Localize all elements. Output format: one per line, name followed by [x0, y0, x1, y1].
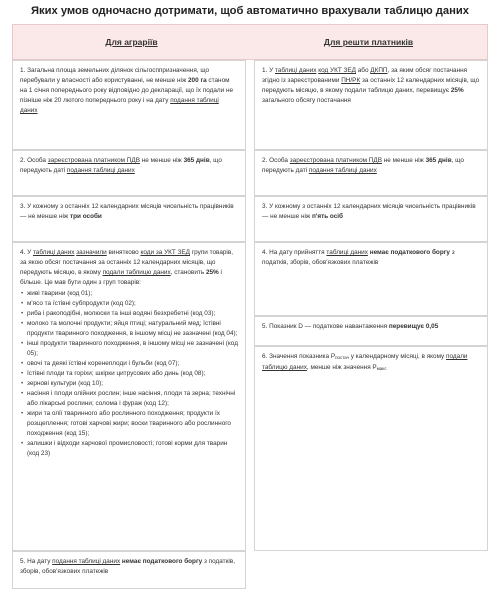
text: , менше ніж значення P [306, 364, 377, 371]
list-item: • молоко та молочні продукти; яйця птиці; натуральний мед; їстівні продукти тваринного походження, в іншому місці не зазначені (код 04); [27, 319, 238, 339]
bold-text: 365 днів [425, 157, 452, 164]
bold-text: 25% [450, 87, 464, 94]
subscript: постач [335, 355, 350, 360]
bold-text: перевищує 0,05 [388, 323, 439, 330]
text: 5. На дату [20, 558, 53, 565]
text: з податків, зборів, обов'язкових платежів [262, 249, 455, 266]
text: або [355, 67, 371, 74]
conditions-table [12, 24, 488, 575]
page-title: Яких умов одночасно дотримати, щоб автоматично врахували таблицю даних [31, 5, 469, 17]
link-submission[interactable]: подання таблиці даних [308, 167, 377, 174]
text: 1. Загальна площа земельних ділянок сільгосппризначення, що перебували у власності або користуванні, не менше ніж [20, 67, 210, 84]
right-condition-1 [254, 60, 488, 150]
right-condition-5 [254, 316, 488, 346]
left-condition-1 [12, 60, 246, 150]
link-data-table[interactable]: таблиці даних [326, 249, 368, 256]
text: 2. Особа [20, 157, 48, 164]
right-condition-6 [254, 346, 488, 551]
text: 1. У [262, 67, 275, 74]
link-submission[interactable]: подання таблиці даних [20, 97, 219, 114]
link-uktzed-codes[interactable]: коди за УКТ ЗЕД [140, 249, 190, 256]
list-item: • жири та олії тваринного або рослинного походження; продукти їх розщеплення; готові харчові жири; воски тваринного або рослинного походження (код 15); [27, 409, 238, 439]
text: станом на 1 січня попереднього року відповідно до декларації, що їх подали не пізніше ніж 20 лютого попереднього року і на дату [20, 77, 234, 104]
table-header [12, 24, 488, 60]
right-condition-3 [254, 196, 488, 242]
bold-text: немає податкового боргу [369, 249, 450, 256]
left-condition-3 [12, 196, 246, 242]
list-item: • зернові культури (код 10); [27, 379, 238, 389]
text: не менше ніж [381, 157, 426, 164]
list-item: • живі тварини (код 01); [27, 289, 238, 299]
right-condition-4 [254, 242, 488, 316]
link-submission[interactable]: подання таблиці даних [66, 167, 135, 174]
list-item: • насіння і плоди олійних рослин; інше насіння, плоди та зерна; технічні або лікарські рослини; солома і фураж (код 12); [27, 389, 238, 409]
text: , становить [170, 269, 206, 276]
text: 2. Особа [262, 157, 290, 164]
link-submitted-table[interactable]: подали таблицю даних [102, 269, 171, 276]
text: у календарному місяці, в якому [349, 353, 447, 360]
bold-text: п'ять осіб [311, 213, 344, 220]
link-specified[interactable]: зазначили [76, 249, 107, 256]
bold-text: 365 днів [183, 157, 210, 164]
text: і більше. Це мав бути один з груп товарів: [20, 269, 222, 286]
bold-text: 200 га [188, 77, 207, 84]
link-submitted-table[interactable]: подали таблицю даних [262, 353, 468, 371]
left-condition-2 [12, 150, 246, 196]
subscript: макс [376, 366, 387, 371]
bold-text: 25% [205, 269, 219, 276]
link-vat-payer[interactable]: зареєстрована платником ПДВ [289, 157, 382, 164]
list-item: • овочі та деякі їстівні коренеплоди і бульби (код 07); [27, 359, 238, 369]
text: , що передують даті [262, 157, 464, 174]
list-item: • залишки і відходи харчової промисловості; готові корми для тварин (код 23) [27, 439, 238, 459]
text: , що передують даті [20, 157, 222, 174]
text: 4. У [20, 249, 33, 256]
link-data-table[interactable]: таблиці даних [274, 67, 317, 74]
left-condition-5 [12, 551, 246, 589]
text: 3. У кожному з останніх 12 календарних місяців чисельність працівників — не менше ніж [262, 203, 476, 220]
right-condition-2 [254, 150, 488, 196]
bold-text: три особи [69, 213, 102, 220]
text: , за яким обсяг постачання згідно із зареєстрованими [262, 67, 468, 84]
bold-text: немає податкового боргу [121, 558, 203, 565]
header-other-payers: Для решти платників [323, 37, 414, 47]
header-agrarians: Для аграріїв [105, 37, 158, 47]
link-data-table[interactable]: таблиці даних [32, 249, 75, 256]
link-uktzed-code[interactable]: код УКТ ЗЕД [318, 67, 356, 74]
text: 5. Показник D — податкове навантаження [262, 323, 389, 330]
text: за останніх 12 календарних місяців, що передують місяцю, в якому подали таблицю даних, перевищує [262, 77, 480, 94]
list-item: • м'ясо та їстівні субпродукти (код 02); [27, 299, 238, 309]
text: групи товарів, за якою обсяг постачання за останніх 12 календарних місяців, що передують місяцю, в якому [20, 249, 234, 276]
link-submission[interactable]: подання таблиці даних [52, 558, 121, 565]
text: 3. У кожному з останніх 12 календарних місяців чисельність працівників — не менше ніж [20, 203, 234, 220]
text: винятково [106, 249, 141, 256]
link-dkpp[interactable]: ДКПП [370, 67, 388, 74]
list-item: • їстівні плоди та горіхи; шкірки цитрусових або динь (код 08); [27, 369, 238, 379]
link-vat-payer[interactable]: зареєстрована платником ПДВ [47, 157, 140, 164]
text: 6. Значення показника P [262, 353, 336, 360]
text: не менше ніж [139, 157, 184, 164]
text: з податків, зборів, обов'язкових платежів [20, 558, 235, 575]
goods-list [20, 289, 238, 459]
text: загального обсягу постачання [262, 97, 351, 104]
left-condition-4 [12, 242, 246, 551]
list-item: • риба і ракоподібні, молюски та інші водяні безхребетні (код 03); [27, 309, 238, 319]
text: 4. На дату прийняття [262, 249, 327, 256]
list-item: • інші продукти тваринного походження, в іншому місці не зазначені (код 05); [27, 339, 238, 359]
link-pn-rk[interactable]: ПН/РК [341, 77, 361, 84]
